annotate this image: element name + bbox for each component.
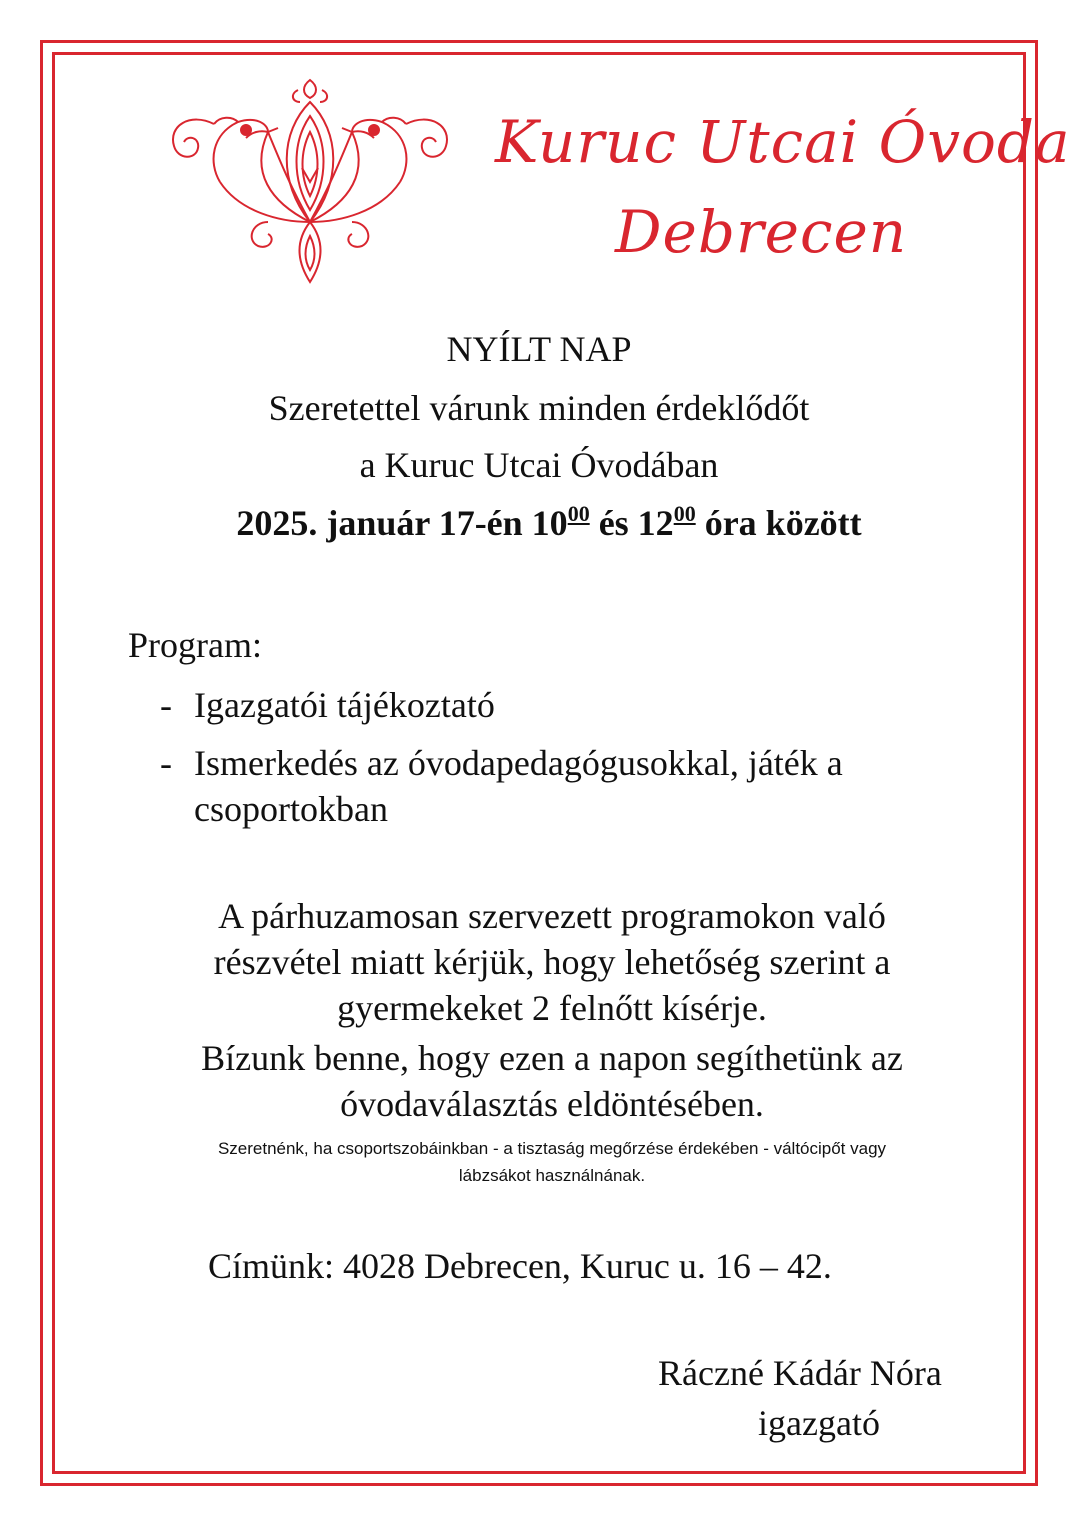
brand-city: Debrecen <box>615 198 908 266</box>
address: Címünk: 4028 Debrecen, Kuruc u. 16 – 42. <box>208 1246 832 1286</box>
invitation-line-1: Szeretettel várunk minden érdeklődőt <box>268 388 810 428</box>
notice-line: óvodaválasztás eldöntésében. <box>340 1084 764 1124</box>
program-item-continuation: csoportokban <box>194 789 388 829</box>
signatory-name: Ráczné Kádár Nóra <box>658 1353 942 1393</box>
program-label: Program: <box>128 625 262 665</box>
time-start-minutes: 00 <box>567 501 590 526</box>
event-title: NYÍLT NAP <box>446 329 632 369</box>
footnote-line: lábzsákot használnának. <box>458 1166 646 1185</box>
program-item <box>160 742 843 784</box>
date-mid: és 12 <box>589 503 674 543</box>
brand-title: Kuruc Utcai Óvoda <box>495 108 1071 176</box>
footnote-line: Szeretnénk, ha csoportszobáinkban - a tisztaság megőrzése érdekében - váltócipőt vagy <box>217 1139 887 1158</box>
invitation-line-2: a Kuruc Utcai Óvodában <box>359 445 719 485</box>
time-end-minutes: 00 <box>673 501 696 526</box>
program-item-text: Ismerkedés az óvodapedagógusokkal, játék a <box>194 743 843 783</box>
date-suffix: óra között <box>695 503 862 543</box>
notice-line: részvétel miatt kérjük, hogy lehetőség szerint a <box>213 942 891 982</box>
program-item-text: Igazgatói tájékoztató <box>194 685 495 725</box>
list-dash: - <box>160 743 172 783</box>
date-prefix: 2025. január 17-én 10 <box>236 503 568 543</box>
notice-line: gyermekeket 2 felnőtt kísérje. <box>337 988 767 1028</box>
program-item <box>160 684 495 726</box>
list-dash: - <box>160 685 172 725</box>
signatory-role: igazgató <box>758 1403 880 1443</box>
notice-line: A párhuzamosan szervezett programokon való <box>218 896 886 936</box>
folk-tulip-birds-icon <box>160 72 460 290</box>
notice-line: Bízunk benne, hogy ezen a napon segíthetünk az <box>201 1038 903 1078</box>
event-date <box>62 502 1036 544</box>
